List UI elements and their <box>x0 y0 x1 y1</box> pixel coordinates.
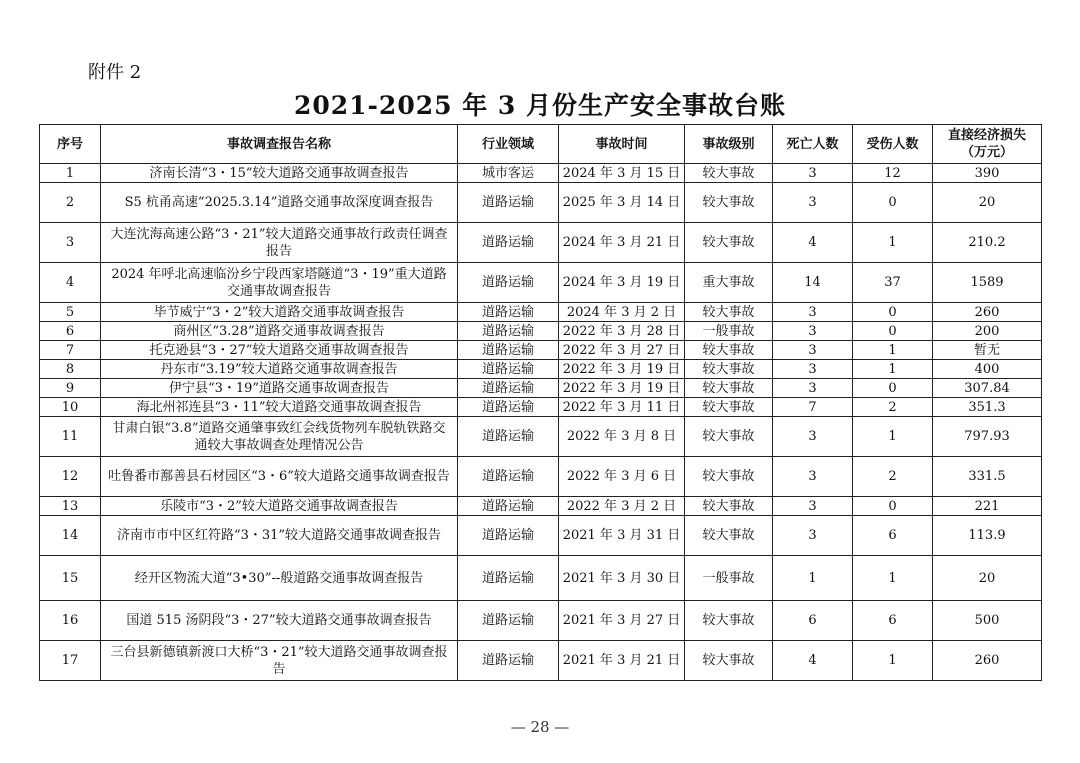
table-row <box>40 341 1042 360</box>
attachment-label: 附件 2 <box>88 62 142 83</box>
row-accident-time: 2024 年 3 月 21 日 <box>559 223 685 263</box>
document-title: 2021-2025 年 3 月份生产安全事故台账 <box>293 91 787 120</box>
row-seq: 5 <box>40 303 101 322</box>
row-injured: 1 <box>853 417 933 457</box>
row-economic-loss: 390 <box>933 164 1042 183</box>
accident-ledger-table <box>39 124 1042 681</box>
header-economic-loss <box>933 125 1042 164</box>
row-accident-time: 2022 年 3 月 28 日 <box>559 322 685 341</box>
row-seq: 13 <box>40 497 101 516</box>
row-seq: 1 <box>40 164 101 183</box>
row-accident-time: 2021 年 3 月 31 日 <box>559 516 685 556</box>
row-economic-loss: 20 <box>933 556 1042 601</box>
row-industry: 道路运输 <box>458 183 559 223</box>
row-report-name: 2024 年呼北高速临汾乡宁段西家塔隧道“3・19”重大道路交通事故调查报告 <box>101 263 458 303</box>
row-industry: 道路运输 <box>458 322 559 341</box>
row-injured: 37 <box>853 263 933 303</box>
row-accident-level: 较大事故 <box>685 303 773 322</box>
row-injured: 2 <box>853 398 933 417</box>
row-seq: 6 <box>40 322 101 341</box>
row-economic-loss: 20 <box>933 183 1042 223</box>
row-economic-loss: 351.3 <box>933 398 1042 417</box>
row-deaths: 3 <box>773 164 853 183</box>
row-industry: 道路运输 <box>458 263 559 303</box>
row-industry: 道路运输 <box>458 303 559 322</box>
row-accident-time: 2022 年 3 月 6 日 <box>559 457 685 497</box>
row-accident-level: 较大事故 <box>685 497 773 516</box>
row-seq: 3 <box>40 223 101 263</box>
row-accident-time: 2022 年 3 月 8 日 <box>559 417 685 457</box>
row-deaths: 3 <box>773 360 853 379</box>
row-injured: 0 <box>853 303 933 322</box>
row-report-name: 经开区物流大道“3•30”--般道路交通事故调查报告 <box>101 556 458 601</box>
row-accident-level: 较大事故 <box>685 341 773 360</box>
row-accident-level: 较大事故 <box>685 398 773 417</box>
row-deaths: 7 <box>773 398 853 417</box>
row-injured: 1 <box>853 223 933 263</box>
header-accident-level: 事故级别 <box>685 125 773 164</box>
row-report-name: 毕节威宁“3・2”较大道路交通事故调查报告 <box>101 303 458 322</box>
row-deaths: 3 <box>773 379 853 398</box>
row-seq: 10 <box>40 398 101 417</box>
row-accident-level: 较大事故 <box>685 223 773 263</box>
row-industry: 道路运输 <box>458 223 559 263</box>
row-seq: 14 <box>40 516 101 556</box>
row-industry: 道路运输 <box>458 601 559 641</box>
row-economic-loss: 113.9 <box>933 516 1042 556</box>
row-injured: 2 <box>853 457 933 497</box>
row-injured: 1 <box>853 641 933 681</box>
row-report-name: 伊宁县“3・19”道路交通事故调查报告 <box>101 379 458 398</box>
table-row <box>40 379 1042 398</box>
table-body <box>40 164 1042 681</box>
row-economic-loss: 221 <box>933 497 1042 516</box>
header-loss-line2: （万元） <box>960 145 1013 160</box>
row-accident-time: 2024 年 3 月 15 日 <box>559 164 685 183</box>
row-deaths: 14 <box>773 263 853 303</box>
table-row <box>40 360 1042 379</box>
row-economic-loss: 260 <box>933 641 1042 681</box>
row-accident-time: 2024 年 3 月 2 日 <box>559 303 685 322</box>
row-deaths: 3 <box>773 457 853 497</box>
row-injured: 6 <box>853 516 933 556</box>
row-accident-level: 较大事故 <box>685 183 773 223</box>
row-deaths: 3 <box>773 497 853 516</box>
row-deaths: 3 <box>773 516 853 556</box>
row-report-name: 丹东市“3.19”较大道路交通事故调查报告 <box>101 360 458 379</box>
row-accident-level: 较大事故 <box>685 641 773 681</box>
row-industry: 道路运输 <box>458 641 559 681</box>
row-deaths: 4 <box>773 223 853 263</box>
row-report-name: 国道 515 汤阴段“3・27”较大道路交通事故调查报告 <box>101 601 458 641</box>
row-seq: 9 <box>40 379 101 398</box>
row-report-name: 济南市市中区红符路“3・31”较大道路交通事故调查报告 <box>101 516 458 556</box>
table-header-row <box>40 125 1042 164</box>
header-loss-line1: 直接经济损失 <box>947 128 1026 143</box>
table-row <box>40 457 1042 497</box>
table-row <box>40 417 1042 457</box>
row-report-name: S5 杭甬高速“2025.3.14”道路交通事故深度调查报告 <box>101 183 458 223</box>
row-deaths: 1 <box>773 556 853 601</box>
row-accident-time: 2022 年 3 月 27 日 <box>559 341 685 360</box>
row-deaths: 3 <box>773 417 853 457</box>
table-row <box>40 322 1042 341</box>
row-injured: 1 <box>853 556 933 601</box>
header-accident-time: 事故时间 <box>559 125 685 164</box>
row-deaths: 3 <box>773 183 853 223</box>
table-row <box>40 601 1042 641</box>
header-industry: 行业领域 <box>458 125 559 164</box>
row-report-name: 大连沈海高速公路“3・21”较大道路交通事故行政责任调查报告 <box>101 223 458 263</box>
row-deaths: 3 <box>773 303 853 322</box>
header-deaths: 死亡人数 <box>773 125 853 164</box>
row-report-name: 乐陵市“3・2”较大道路交通事故调查报告 <box>101 497 458 516</box>
header-seq: 序号 <box>40 125 101 164</box>
row-accident-time: 2021 年 3 月 30 日 <box>559 556 685 601</box>
row-industry: 道路运输 <box>458 516 559 556</box>
row-seq: 17 <box>40 641 101 681</box>
row-accident-level: 较大事故 <box>685 360 773 379</box>
table-row <box>40 183 1042 223</box>
row-injured: 0 <box>853 322 933 341</box>
row-economic-loss: 500 <box>933 601 1042 641</box>
table-row <box>40 164 1042 183</box>
row-accident-time: 2022 年 3 月 19 日 <box>559 360 685 379</box>
row-seq: 12 <box>40 457 101 497</box>
row-report-name: 三台县新德镇新渡口大桥“3・21”较大道路交通事故调查报告 <box>101 641 458 681</box>
row-seq: 7 <box>40 341 101 360</box>
row-accident-level: 较大事故 <box>685 417 773 457</box>
row-industry: 道路运输 <box>458 457 559 497</box>
row-economic-loss: 307.84 <box>933 379 1042 398</box>
table-row <box>40 516 1042 556</box>
row-injured: 6 <box>853 601 933 641</box>
row-report-name: 济南长清“3・15”较大道路交通事故调查报告 <box>101 164 458 183</box>
row-industry: 道路运输 <box>458 379 559 398</box>
row-injured: 0 <box>853 183 933 223</box>
row-seq: 15 <box>40 556 101 601</box>
header-report-name: 事故调查报告名称 <box>101 125 458 164</box>
row-industry: 道路运输 <box>458 556 559 601</box>
row-report-name: 甘肃白银“3.8”道路交通肇事致红会线货物列车脱轨铁路交通较大事故调查处理情况公告 <box>101 417 458 457</box>
row-economic-loss: 400 <box>933 360 1042 379</box>
table-row <box>40 263 1042 303</box>
row-economic-loss: 1589 <box>933 263 1042 303</box>
table-row <box>40 497 1042 516</box>
row-deaths: 3 <box>773 322 853 341</box>
row-industry: 城市客运 <box>458 164 559 183</box>
row-industry: 道路运输 <box>458 341 559 360</box>
row-economic-loss: 200 <box>933 322 1042 341</box>
row-economic-loss: 331.5 <box>933 457 1042 497</box>
table-row <box>40 398 1042 417</box>
row-report-name: 海北州祁连县“3・11”较大道路交通事故调查报告 <box>101 398 458 417</box>
page-number: — 28 — <box>510 718 570 736</box>
row-seq: 8 <box>40 360 101 379</box>
table-row <box>40 303 1042 322</box>
row-accident-time: 2022 年 3 月 11 日 <box>559 398 685 417</box>
row-economic-loss: 797.93 <box>933 417 1042 457</box>
row-industry: 道路运输 <box>458 398 559 417</box>
row-accident-time: 2024 年 3 月 19 日 <box>559 263 685 303</box>
row-accident-level: 较大事故 <box>685 164 773 183</box>
table-row <box>40 556 1042 601</box>
row-accident-level: 较大事故 <box>685 457 773 497</box>
row-seq: 16 <box>40 601 101 641</box>
row-accident-level: 一般事故 <box>685 322 773 341</box>
row-deaths: 6 <box>773 601 853 641</box>
row-report-name: 托克逊县“3・27”较大道路交通事故调查报告 <box>101 341 458 360</box>
row-accident-time: 2025 年 3 月 14 日 <box>559 183 685 223</box>
row-report-name: 吐鲁番市鄯善县石材园区“3・6”较大道路交通事故调查报告 <box>101 457 458 497</box>
row-injured: 12 <box>853 164 933 183</box>
row-injured: 1 <box>853 360 933 379</box>
header-injured: 受伤人数 <box>853 125 933 164</box>
row-industry: 道路运输 <box>458 417 559 457</box>
row-deaths: 3 <box>773 341 853 360</box>
table-row <box>40 223 1042 263</box>
row-seq: 4 <box>40 263 101 303</box>
row-industry: 道路运输 <box>458 497 559 516</box>
row-accident-level: 较大事故 <box>685 516 773 556</box>
row-economic-loss: 260 <box>933 303 1042 322</box>
row-seq: 11 <box>40 417 101 457</box>
row-deaths: 4 <box>773 641 853 681</box>
row-accident-time: 2022 年 3 月 2 日 <box>559 497 685 516</box>
row-economic-loss: 210.2 <box>933 223 1042 263</box>
row-accident-time: 2021 年 3 月 27 日 <box>559 601 685 641</box>
row-accident-level: 重大事故 <box>685 263 773 303</box>
row-seq: 2 <box>40 183 101 223</box>
row-industry: 道路运输 <box>458 360 559 379</box>
row-injured: 0 <box>853 497 933 516</box>
row-accident-level: 较大事故 <box>685 601 773 641</box>
row-injured: 0 <box>853 379 933 398</box>
row-accident-time: 2022 年 3 月 19 日 <box>559 379 685 398</box>
row-injured: 1 <box>853 341 933 360</box>
table-row <box>40 641 1042 681</box>
row-economic-loss: 暂无 <box>933 341 1042 360</box>
row-report-name: 商州区“3.28”道路交通事故调查报告 <box>101 322 458 341</box>
row-accident-level: 一般事故 <box>685 556 773 601</box>
row-accident-level: 较大事故 <box>685 379 773 398</box>
row-accident-time: 2021 年 3 月 21 日 <box>559 641 685 681</box>
